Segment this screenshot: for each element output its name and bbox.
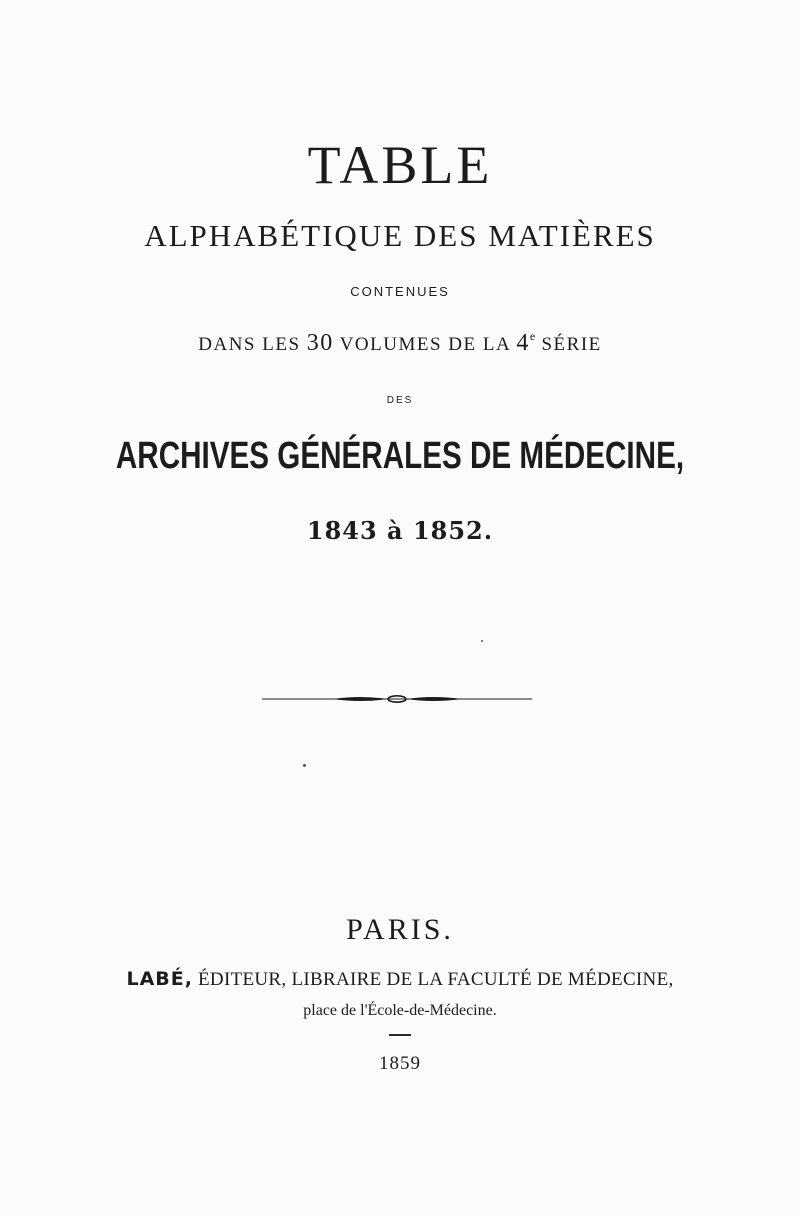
des-label: DES <box>386 395 414 406</box>
journal-title: ARCHIVES GÉNÉRALES DE MÉDECINE, <box>115 435 685 477</box>
publisher-line <box>0 970 800 989</box>
page-title: TABLE <box>307 135 493 195</box>
series-label: SÉRIE <box>541 334 602 355</box>
volumes-count: 30 <box>306 330 334 356</box>
volumes-line <box>0 330 800 355</box>
contenues-label: CONTENUES <box>350 284 450 299</box>
series-superscript: e <box>529 329 536 343</box>
separator-dash <box>389 1034 411 1036</box>
series-number: 4 <box>516 330 530 356</box>
volumes-text-1: DANS LES <box>198 334 301 355</box>
publisher-address: place de l'École-de-Médecine. <box>303 1002 497 1019</box>
paper-speck <box>303 764 306 767</box>
paper-speck <box>481 640 483 642</box>
volumes-text-2: VOLUMES DE LA <box>339 334 511 355</box>
subtitle: ALPHABÉTIQUE DES MATIÈRES <box>144 218 656 253</box>
year-range: 1843 à 1852. <box>306 516 494 545</box>
publisher-description: ÉDITEUR, LIBRAIRE DE LA FACULTÉ DE MÉDECINE, <box>198 969 674 990</box>
publication-date: 1859 <box>379 1053 421 1074</box>
imprint-city: PARIS. <box>346 913 454 946</box>
decorative-rule-ornament-icon <box>262 692 532 706</box>
publisher-name: LABÉ, <box>126 968 193 990</box>
